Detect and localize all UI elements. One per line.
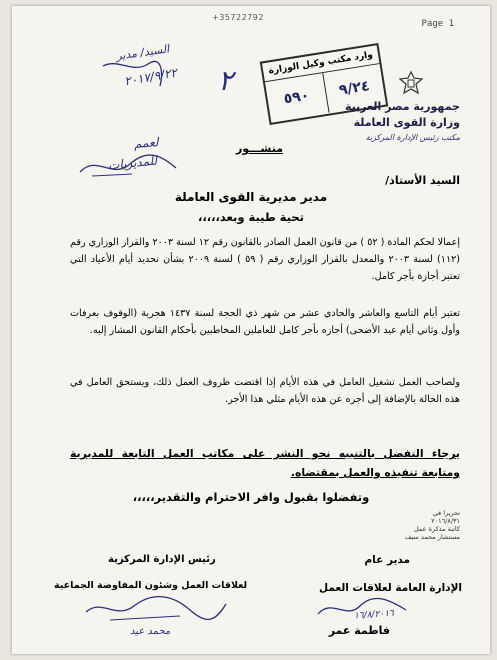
handwritten-signature-scribble [72,146,182,186]
addressee: السيد الأستاذ/ [385,174,460,187]
header-line3: مكتب رئيس الإدارة المركزية [365,133,460,142]
greeting: تحية طيبة وبعد،،،،، [198,210,304,224]
handwritten-date: ٢٠١٧/٩/٢٢ [123,65,179,89]
sign-right-role: مدير عام [364,554,410,566]
small-note-4: مستشار محمد سيف [404,533,460,541]
stamp-date: ٩/٢٤ [322,64,386,113]
sign-left-dept: لعلاقات العمل وشئون المفاوضة الجماعية [54,580,248,591]
sign-left-name: محمد عيد [130,626,171,637]
sign-left-signature [80,590,230,628]
doc-type: منشـــور [236,142,284,155]
paragraph-2: تعتبر أيام التاسع والعاشر والحادي عشر من شهر ذي الحجة لسنة ١٤٣٧ هجرية (الوقوف بعرفات وأول وثاني أيام عيد الأضحى) أجازه بأجر كامل للعاملين المخاطبين بأحكام القانون المشار إليه. [70,308,461,336]
stamp-number: ٥٩٠ [282,87,311,108]
sign-right-date: ١٦/٨/٢٠١٦ [353,608,395,622]
handwritten-scribble [98,56,168,96]
handwritten-note-top: السيد/ مدير [115,42,170,63]
request-text: يرجاء التفضل بالتنبيه نحو النشر على مكاتب العمل التابعة للمديرية ومتابعة تنفيذه والعمل بمقتضاه. [70,447,460,479]
small-notes [350,509,460,541]
sign-right-signature [312,594,412,624]
handwritten-note-left: لعمم [133,135,159,151]
small-note-2: ٢٠١٦/٨/٣١ [431,517,460,525]
header-line2: وزارة القوى العاملة [353,116,460,129]
document-page [12,6,490,654]
paragraph-3: ولصاحب العمل تشغيل العامل في هذه الأيام إذا اقتضت ظروف العمل ذلك، ويستحق العامل في هذه الحالة بالإضافة إلى أجره عن هذه الأيام مثلي هذا الأجر. [70,377,460,405]
sign-right-dept: الإدارة العامة لعلاقات العمل [319,582,462,594]
sign-right-name: فاطمة عمر [328,624,390,637]
closing: وتفضلوا بقبول وافر الاحترام والتقدير،،،،، [132,490,370,504]
small-note-3: كاتبة مذكرة عمل [413,525,460,533]
stamp-title: وارد مكتب وكيل الوزارة [262,45,380,82]
sign-left-role: رئيس الإدارة المركزية [108,554,216,565]
paragraph-1: إعمالا لحكم المادة ( ٥٢ ) من قانون العمل الصادر بالقانون رقم ١٢ لسنة ٢٠٠٣ والقرار الوزاري رقم (١١٢) لسنة ٢٠٠٣ والمعدل بالقرار الوزاري رقم ( ٥٩ ) لسنة ٢٠٠٩ بشأن تحديد أيام الأعياد التي تعتبر أجازة بأجر كامل. [70,237,461,282]
addressee-title: مدير مديرية القوى العاملة [174,190,328,204]
handwritten-note-left2: للمديريات [107,153,158,173]
page-label: Page 1 [421,19,454,29]
handwritten-initial: ٢ [218,64,234,97]
fax-number: +35722792 [212,13,264,22]
header-line1: جمهورية مصر العربية [345,100,460,113]
small-note-1: تحريرا في [432,509,460,517]
eagle-emblem-icon [398,70,424,96]
